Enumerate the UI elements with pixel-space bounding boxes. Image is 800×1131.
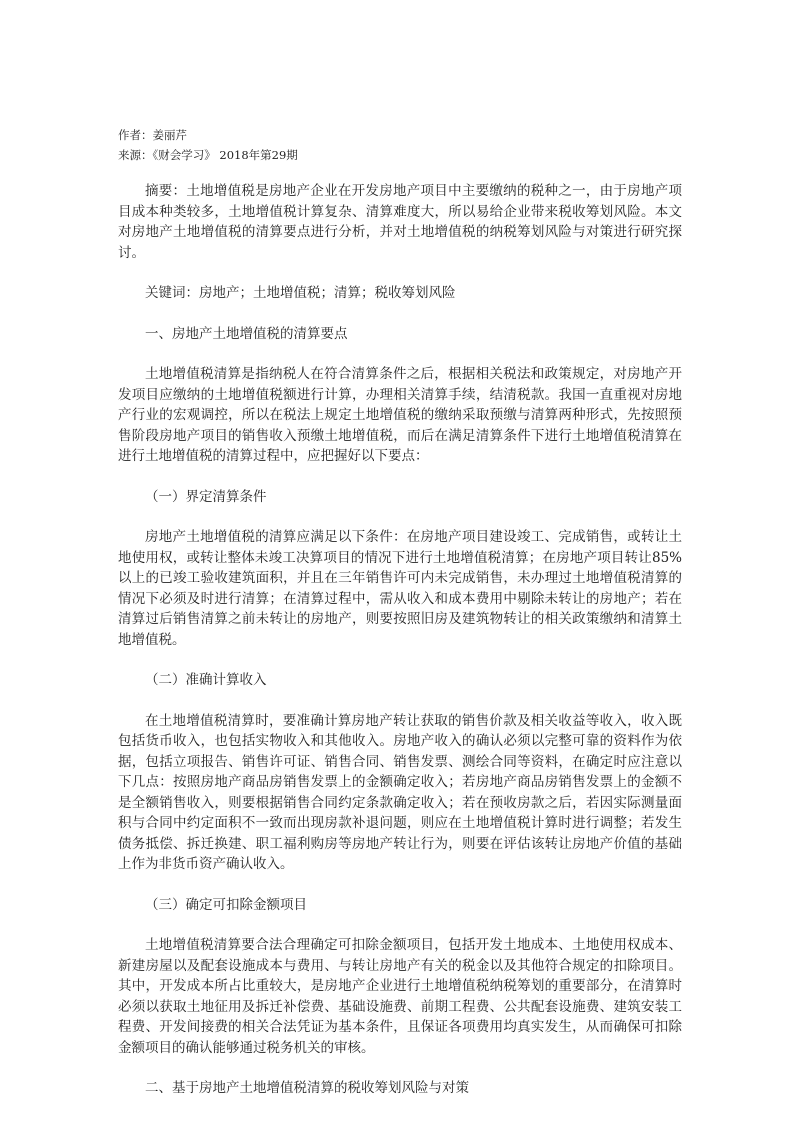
subsection-1-paragraph: 房地产土地增值税的清算应满足以下条件：在房地产项目建设竣工、完成销售，或转让土地使用权，或转让整体未竣工决算项目的情况下进行土地增值税清算；在房地产项目转让85% 以上的已竣工验收建筑面积，并且在三年销售许可内未完成销售，未办理过土地增值税清算的 情况下必须及时进行清算；在清算过程中，需从收入和成本费用中剔除未转让的房地产；若在 清算过后销售清算之前未转让的房地产，则要按照旧房及建筑物转让的相关政策缴纳和清算土 地增值税。 <box>118 529 682 648</box>
source-line: 来源：《财会学习》 2018年第29期 <box>118 148 298 162</box>
section-2-heading: 二、基于房地产土地增值税清算的税收筹划风险与对策 <box>145 1080 469 1096</box>
abstract-paragraph: 摘要：土地增值税是房地产企业在开发房地产项目中主要缴纳的税种之一，由于房地产项目成本种类较多，土地增值税计算复杂、清算难度大，所以易给企业带来税收筹划风险。本文对房地产土地增值税的清算要点进行分析，并对土地增值税的纳税筹划风险与对策进行研究探讨。 <box>118 183 682 261</box>
article-meta <box>118 125 682 165</box>
subsection-1-heading: （一）界定清算条件 <box>145 488 267 505</box>
keywords-line: 关键词：房地产；土地增值税；清算；税收筹划风险 <box>145 285 456 301</box>
subsection-2-heading: （二）准确计算收入 <box>145 672 267 688</box>
subsection-3-heading: （三）确定可扣除金额项目 <box>145 896 307 913</box>
author-line: 作者：姜丽芹 <box>118 128 187 142</box>
subsection-2-paragraph: 在土地增值税清算时，要准确计算房地产转让获取的销售价款及相关收益等收入，收入既包括货币收入，也包括实物收入和其他收入。房地产收入的确认必须以完整可靠的资料作为依据，包括立项报告、销售许可证、销售合同、销售发票、测绘合同等资料，在确定时应注意以下几点：按照房地产商品房销售发票上的金额确定收入；若房地产商品房销售发票上的金额不是全额销售收入，则要根据销售合同约定条款确定收入；若在预收房款之后，若因实际测量面积与合同中约定面积不一致而出现房款补退问题，则应在土地增值税计算时进行调整；若发生债务抵偿、拆迁换建、职工福利购房等房地产转让行为，则要在评估该转让房地产价值的基础上作为非货币资产确认收入。 <box>118 712 682 872</box>
subsection-3-paragraph: 土地增值税清算要合法合理确定可扣除金额项目，包括开发土地成本、土地使用权成本、新建房屋以及配套设施成本与费用、与转让房地产有关的税金以及其他符合规定的扣除项目。其中，开发成本所占比重较大，是房地产企业进行土地增值税纳税筹划的重要部分，在清算时必须以获取土地征用及拆迁补偿费、基础设施费、前期工程费、公共配套设施费、建筑安装工程费、开发间接费的相关合法凭证为基本条件，且保证各项费用均真实发生，从而确保可扣除金额项目的确认能够通过税务机关的审核。 <box>118 937 682 1056</box>
section-1-intro-paragraph: 土地增值税清算是指纳税人在符合清算条件之后，根据相关税法和政策规定，对房地产开发项目应缴纳的土地增值税额进行计算，办理相关清算手续，结清税款。我国一直重视对房地产行业的宏观调控，所以在税法上规定土地增值税的缴纳采取预缴与清算两种形式，先按照预售阶段房地产项目的销售收入预缴土地增值税，而后在满足清算条件下进行土地增值税清算在进行土地增值税的清算过程中，应把握好以下要点： <box>118 366 682 464</box>
section-1-heading: 一、房地产土地增值税的清算要点 <box>145 325 348 342</box>
